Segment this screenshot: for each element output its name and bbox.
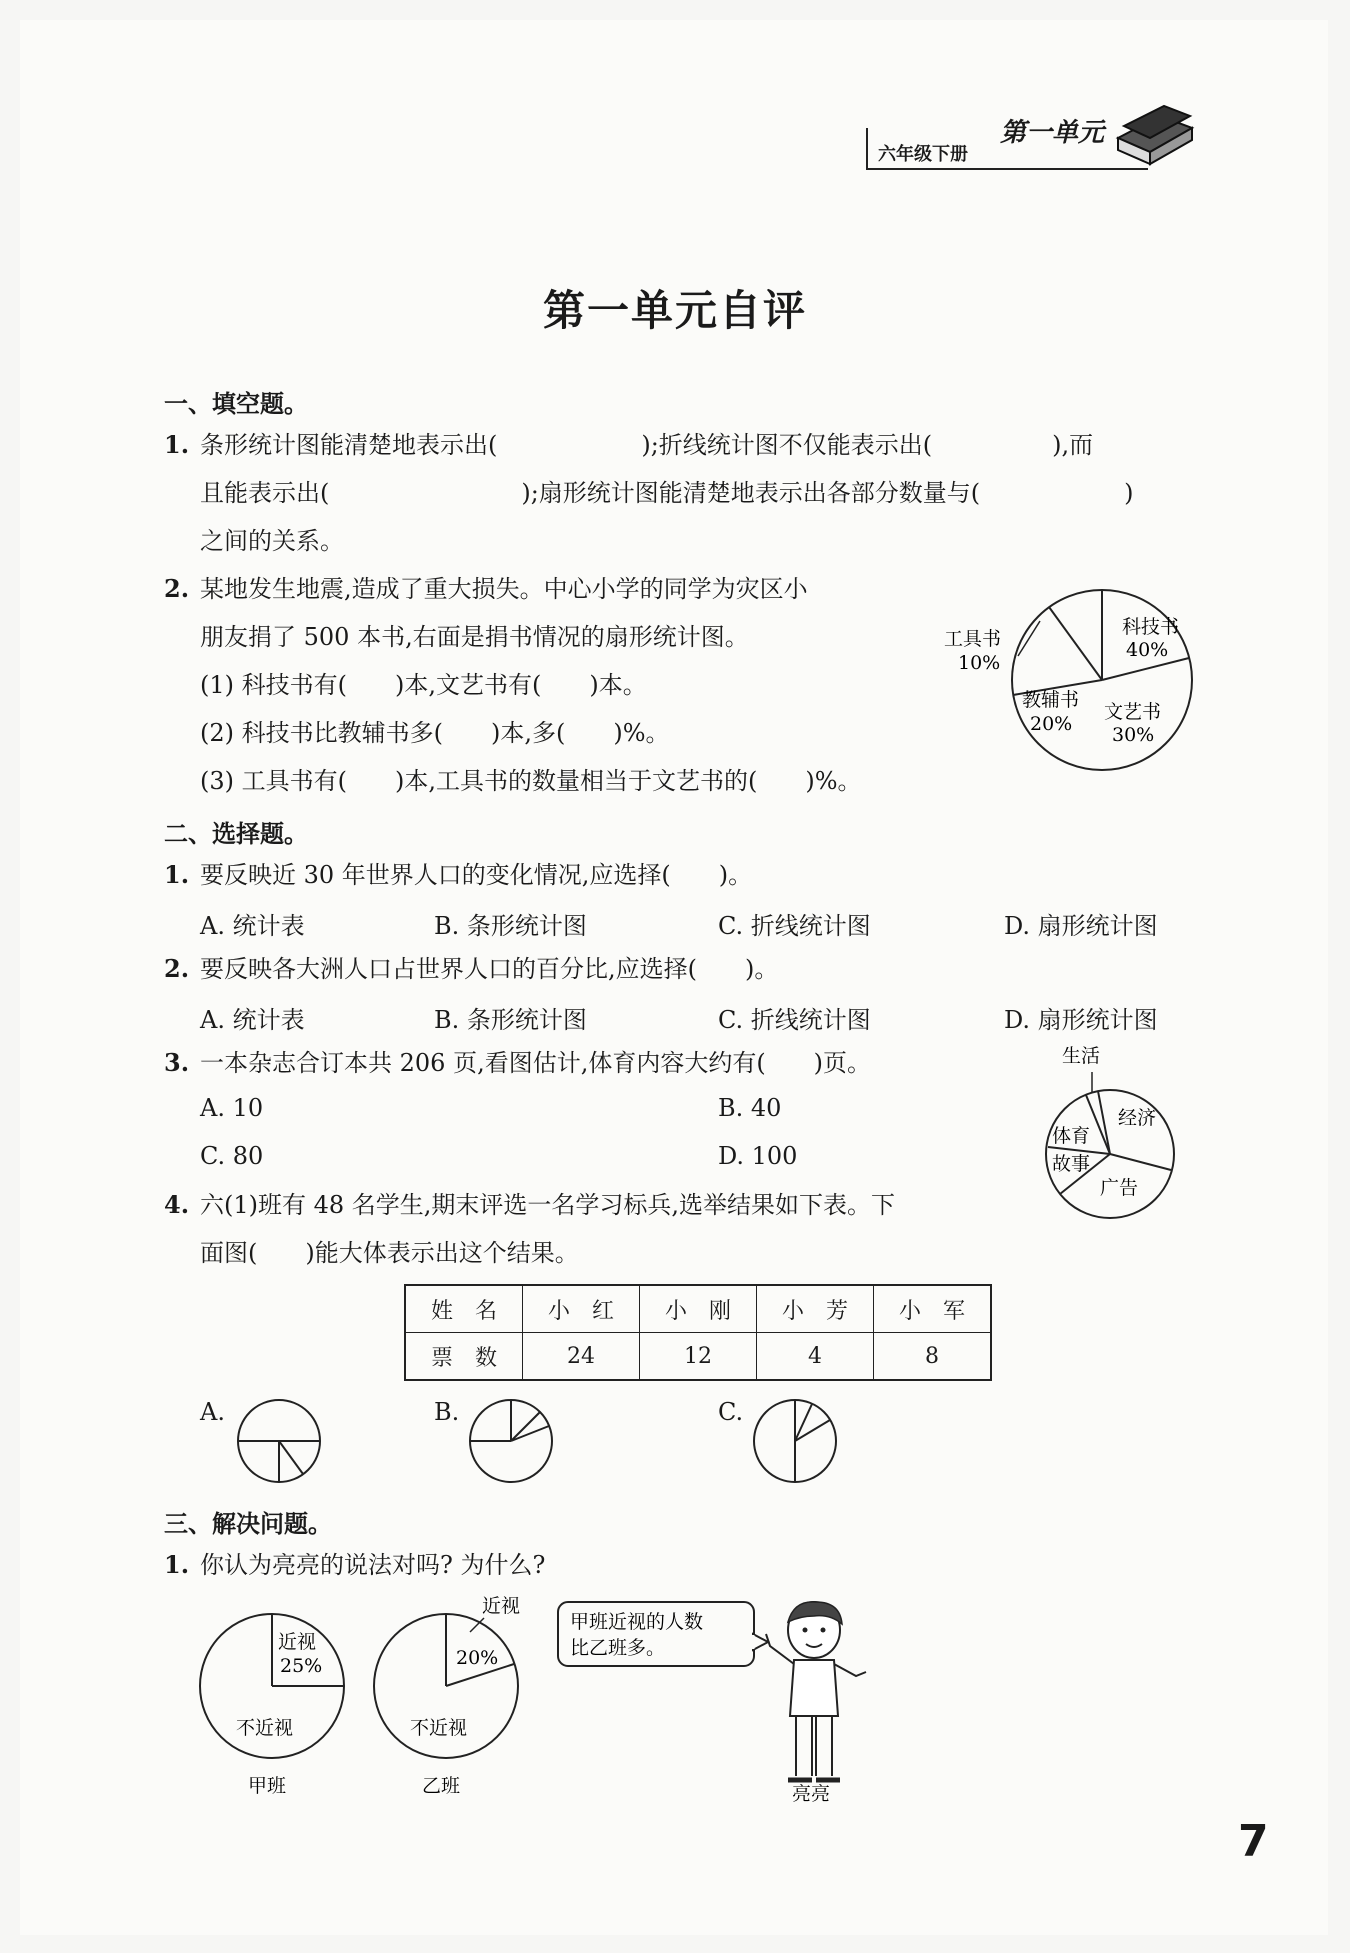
header-unit: 第一单元: [1000, 118, 1105, 148]
sci-pct: 40%: [1126, 639, 1169, 661]
c2-option-c[interactable]: C. 折线统计图: [718, 1006, 871, 1034]
table-row: [405, 1285, 991, 1333]
c4-option-a[interactable]: A.: [200, 1398, 225, 1426]
books-icon: [1112, 98, 1196, 172]
c1-option-b[interactable]: B. 条形统计图: [434, 912, 587, 940]
option-c-pie[interactable]: [750, 1396, 840, 1486]
vote-table: [404, 1284, 992, 1381]
c3-number: 3.: [164, 1048, 190, 1077]
edu-label: 教辅书: [1022, 689, 1080, 711]
table-row: [405, 1333, 991, 1381]
c3-text: 一本杂志合订本共 206 页,看图估计,体育内容大约有( )页。: [200, 1049, 872, 1077]
table-cell: 8: [874, 1333, 992, 1381]
c1-option-a[interactable]: A. 统计表: [200, 912, 305, 940]
c2-option-d[interactable]: D. 扇形统计图: [1004, 1006, 1158, 1034]
table-cell: 12: [640, 1333, 757, 1381]
slice-line-upper-left: [1049, 607, 1102, 680]
option-a-pie[interactable]: [234, 1396, 324, 1486]
table-cell: 小 军: [874, 1285, 992, 1333]
ad-label: 广告: [1100, 1177, 1139, 1199]
q2-sub1: (1) 科技书有( )本,文艺书有( )本。: [200, 671, 647, 699]
c1-option-d[interactable]: D. 扇形统计图: [1004, 912, 1158, 940]
c1-option-c[interactable]: C. 折线统计图: [718, 912, 871, 940]
story-label: 故事: [1052, 1153, 1091, 1175]
yi-normal-label: 不近视: [410, 1717, 468, 1739]
c3-option-b[interactable]: B. 40: [718, 1094, 782, 1122]
c2-option-b[interactable]: B. 条形统计图: [434, 1006, 587, 1034]
boy-name: 亮亮: [792, 1783, 831, 1805]
table-cell: 小 刚: [640, 1285, 757, 1333]
sci-label: 科技书: [1122, 616, 1180, 638]
life-label: 生活: [1062, 1045, 1101, 1067]
q2-line1: 某地发生地震,造成了重大损失。中心小学的同学为灾区小: [200, 575, 808, 603]
c4-number: 4.: [164, 1190, 190, 1219]
c1-number: 1.: [164, 860, 190, 889]
table-cell: 小 红: [523, 1285, 640, 1333]
page-title: 第一单元自评: [542, 286, 807, 335]
q1-line3: 之间的关系。: [200, 527, 344, 555]
edu-pct: 20%: [1030, 713, 1073, 735]
q2-sub3: (3) 工具书有( )本,工具书的数量相当于文艺书的( )%。: [200, 767, 862, 795]
c2-option-a[interactable]: A. 统计表: [200, 1006, 305, 1034]
yi-myopia-label: 近视: [482, 1595, 521, 1617]
jia-class-name: 甲班: [248, 1775, 287, 1797]
q1-line1: 条形统计图能清楚地表示出( );折线统计图不仅能表示出( ),而: [200, 431, 1094, 459]
option-b-pie[interactable]: [466, 1396, 556, 1486]
c2-number: 2.: [164, 954, 190, 983]
table-cell: 姓 名: [405, 1285, 523, 1333]
c2-text: 要反映各大洲人口占世界人口的百分比,应选择( )。: [200, 955, 779, 983]
p1-number: 1.: [164, 1550, 190, 1579]
class-jia-pie: [196, 1606, 356, 1806]
table-cell: 4: [757, 1333, 874, 1381]
c3-option-c[interactable]: C. 80: [200, 1142, 264, 1170]
table-cell: 小 芳: [757, 1285, 874, 1333]
c4-line1: 六(1)班有 48 名学生,期末评选一名学习标兵,选举结果如下表。下: [200, 1191, 896, 1219]
c3-option-d[interactable]: D. 100: [718, 1142, 798, 1170]
magazine-pie-chart: [1020, 1042, 1200, 1226]
q2-sub2: (2) 科技书比教辅书多( )本,多( )%。: [200, 719, 670, 747]
jia-normal-label: 不近视: [236, 1717, 294, 1739]
tools-pct: 10%: [958, 652, 1001, 674]
class-yi-pie: [370, 1588, 540, 1806]
sport-label: 体育: [1052, 1125, 1091, 1147]
c4-option-b[interactable]: B.: [434, 1398, 460, 1426]
c4-line2: 面图( )能大体表示出这个结果。: [200, 1239, 579, 1267]
section-choice: 二、选择题。: [164, 820, 308, 848]
c4-option-c[interactable]: C.: [718, 1398, 744, 1426]
table-cell: 票 数: [405, 1333, 523, 1381]
bubble-line1: 甲班近视的人数: [570, 1611, 704, 1633]
table-cell: 24: [523, 1333, 640, 1381]
speech-bubble: [554, 1598, 774, 1678]
jia-myopia-pct: 25%: [280, 1655, 323, 1677]
section-problems: 三、解决问题。: [164, 1510, 332, 1538]
c1-text: 要反映近 30 年世界人口的变化情况,应选择( )。: [200, 861, 753, 889]
yi-class-name: 乙班: [422, 1775, 461, 1797]
q1-number: 1.: [164, 430, 190, 459]
slice-line-right: [1102, 658, 1189, 680]
econ-label: 经济: [1118, 1107, 1157, 1129]
q1-line2: 且能表示出( );扇形统计图能清楚地表示出各部分数量与( ): [200, 479, 1134, 507]
tools-label: 工具书: [944, 628, 1002, 650]
yi-myopia-pct: 20%: [456, 1647, 499, 1669]
c3-option-a[interactable]: A. 10: [200, 1094, 264, 1122]
section-fill-blank: 一、填空题。: [164, 390, 308, 418]
lit-pct: 30%: [1112, 724, 1155, 746]
q2-line2: 朋友捐了 500 本书,右面是捐书情况的扇形统计图。: [200, 623, 749, 651]
bubble-line2: 比乙班多。: [570, 1637, 666, 1659]
header-grade: 六年级下册: [878, 144, 968, 165]
boy-liangliang-icon: [756, 1596, 876, 1806]
jia-myopia-label: 近视: [278, 1631, 317, 1653]
lit-label: 文艺书: [1104, 701, 1162, 723]
q2-number: 2.: [164, 574, 190, 603]
donation-pie-chart: [940, 580, 1200, 780]
p1-text: 你认为亮亮的说法对吗? 为什么?: [200, 1551, 546, 1579]
page-number: 7: [1238, 1816, 1269, 1867]
